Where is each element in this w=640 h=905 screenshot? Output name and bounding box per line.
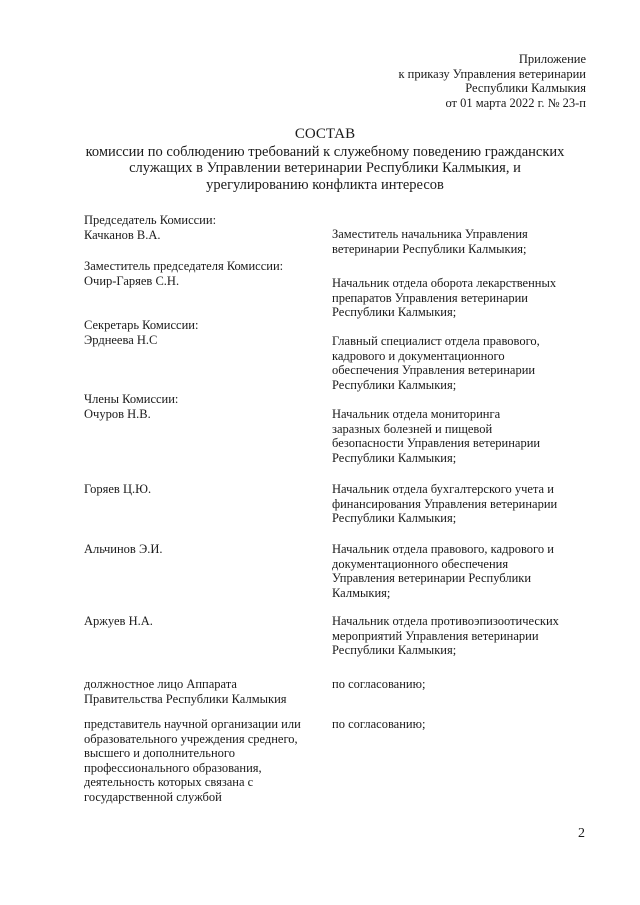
appendix-line: от 01 марта 2022 г. № 23-п bbox=[445, 95, 586, 110]
position-line: Республики Калмыкия; bbox=[332, 511, 457, 525]
member-left bbox=[84, 213, 324, 242]
member-name-line: высшего и дополнительного bbox=[84, 746, 235, 760]
role-label: Секретарь Комиссии: bbox=[84, 318, 199, 332]
member-left bbox=[84, 482, 324, 497]
position-line: мероприятий Управления ветеринарии bbox=[332, 628, 539, 643]
member-row bbox=[84, 392, 594, 467]
title-heading: СОСТАВ bbox=[294, 126, 356, 142]
role-label: Члены Комиссии: bbox=[84, 392, 179, 406]
member-left bbox=[84, 392, 324, 421]
member-name: Альчинов Э.И. bbox=[84, 542, 163, 556]
member-row bbox=[84, 614, 594, 660]
position-line: заразных болезней и пищевой bbox=[332, 421, 493, 436]
position-line: документационного обеспечения bbox=[332, 556, 509, 571]
member-position bbox=[332, 407, 582, 465]
member-position bbox=[332, 614, 582, 658]
member-name-line: представитель научной организации или bbox=[84, 717, 301, 731]
member-name: Очуров Н.В. bbox=[84, 406, 151, 421]
member-name: Очир-Гаряев С.Н. bbox=[84, 273, 180, 288]
member-left bbox=[84, 318, 324, 347]
member-name-line: деятельность которых связана с bbox=[84, 775, 254, 789]
position-line: Начальник отдела мониторинга bbox=[332, 407, 501, 421]
member-name: Эрднеева Н.С bbox=[84, 332, 158, 347]
member-name: Аржуев Н.А. bbox=[84, 614, 153, 628]
document-title bbox=[60, 126, 590, 193]
position-line: Управления ветеринарии Республики bbox=[332, 571, 532, 585]
member-name-line: профессионального образования, bbox=[84, 760, 262, 775]
member-row bbox=[84, 542, 594, 602]
title-line: служащих в Управлении ветеринарии Республики Калмыкия, и bbox=[129, 160, 521, 176]
member-left bbox=[84, 259, 324, 288]
position-line: Республики Калмыкия; bbox=[332, 305, 457, 319]
role-label: Председатель Комиссии: bbox=[84, 213, 217, 227]
member-position bbox=[332, 227, 582, 256]
position-line: кадрового и документационного bbox=[332, 348, 505, 363]
member-name: Горяев Ц.Ю. bbox=[84, 482, 152, 496]
member-row bbox=[84, 677, 594, 709]
member-left bbox=[84, 542, 324, 557]
member-row bbox=[84, 717, 594, 807]
member-row bbox=[84, 213, 594, 257]
position-line: Начальник отдела правового, кадрового и bbox=[332, 542, 554, 556]
role-label: Заместитель председателя Комиссии: bbox=[84, 259, 284, 273]
position-line: обеспечения Управления ветеринарии bbox=[332, 363, 536, 377]
appendix-line: Республики Калмыкия bbox=[465, 81, 586, 95]
member-position bbox=[332, 717, 582, 732]
member-row bbox=[84, 482, 594, 528]
member-row bbox=[84, 259, 594, 319]
position-line: Заместитель начальника Управления bbox=[332, 227, 528, 241]
member-position bbox=[332, 542, 582, 600]
position-line: ветеринарии Республики Калмыкия; bbox=[332, 241, 527, 256]
member-position bbox=[332, 677, 582, 692]
position-line: Республики Калмыкия; bbox=[332, 377, 457, 392]
position-line: финансирования Управления ветеринарии bbox=[332, 496, 558, 511]
member-name-line: Правительства Республики Калмыкия bbox=[84, 691, 287, 706]
position-line: Республики Калмыкия; bbox=[332, 450, 457, 465]
title-line: комиссии по соблюдению требований к служебному поведению гражданских bbox=[85, 143, 565, 160]
position-line: Начальник отдела оборота лекарственных bbox=[332, 276, 557, 290]
position-line: по согласованию; bbox=[332, 677, 426, 691]
member-position bbox=[332, 334, 582, 392]
appendix-line: к приказу Управления ветеринарии bbox=[398, 66, 586, 81]
member-left bbox=[84, 717, 324, 804]
member-row bbox=[84, 318, 594, 393]
position-line: Республики Калмыкия; bbox=[332, 643, 457, 657]
position-line: безопасности Управления ветеринарии bbox=[332, 436, 541, 450]
page-number: 2 bbox=[578, 826, 585, 841]
member-position bbox=[332, 276, 582, 320]
member-name-line: государственной службой bbox=[84, 789, 222, 804]
member-left bbox=[84, 677, 324, 706]
member-name-line: должностное лицо Аппарата bbox=[84, 677, 237, 691]
member-left bbox=[84, 614, 324, 629]
title-line: урегулированию конфликта интересов bbox=[206, 176, 444, 193]
position-line: Калмыкия; bbox=[332, 585, 391, 600]
position-line: Начальник отдела противоэпизоотических bbox=[332, 614, 559, 628]
member-position bbox=[332, 482, 582, 526]
position-line: Главный специалист отдела правового, bbox=[332, 334, 540, 348]
position-line: препаратов Управления ветеринарии bbox=[332, 290, 528, 305]
position-line: Начальник отдела бухгалтерского учета и bbox=[332, 482, 554, 496]
position-line: по согласованию; bbox=[332, 717, 426, 731]
member-name: Качканов В.А. bbox=[84, 227, 161, 242]
appendix-line: Приложение bbox=[518, 52, 586, 66]
member-name-line: образовательного учреждения среднего, bbox=[84, 731, 298, 746]
appendix-block bbox=[398, 52, 586, 110]
